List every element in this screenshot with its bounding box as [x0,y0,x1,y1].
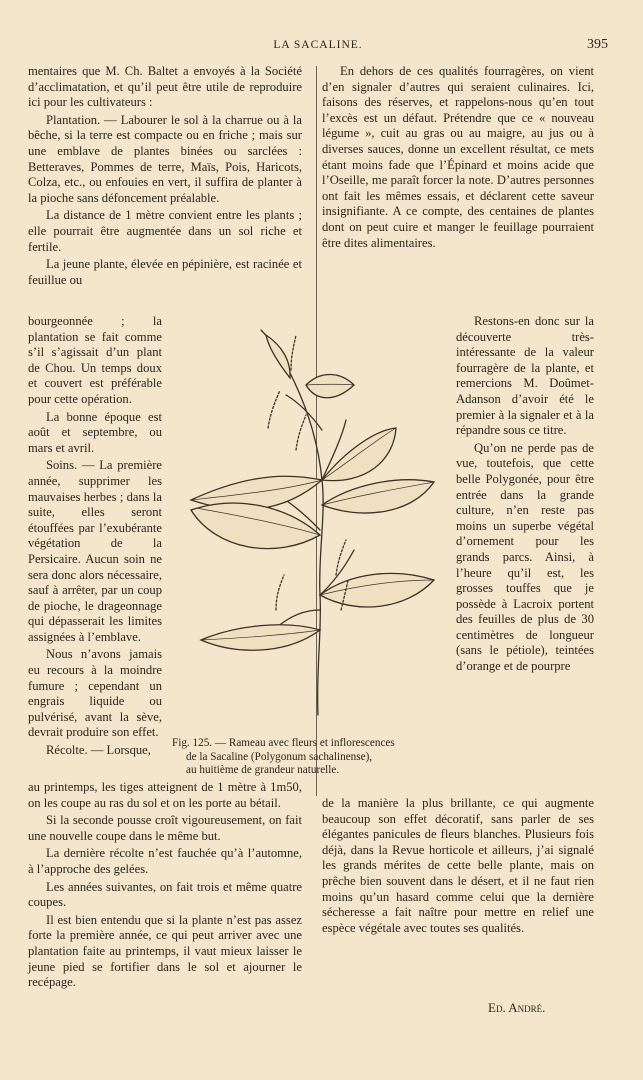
paragraph: Les années suivantes, on fait trois et même quatre coupes. [28,879,302,910]
paragraph: de la manière la plus brillante, ce qui augmente beaucoup son effet décoratif, sans parler de ses élégantes panicules de fleurs blanches. Plusieurs fois déjà, dans la Revue horticole et ailleurs, j’ai signalé les grands mérites de cette belle plante, mais on prêche bien souvent dans le désert, et il ne faut rien moins qu’un hasard comme celui que la dernière sécheresse a fait naître pour mettre en relief une espèce végétale avec toutes ses qualités. [322,796,594,935]
left-column-bottom [28,780,302,991]
polygonum-branch-drawing [176,310,452,735]
caption-line: de la Sacaline (Polygonum sachalinense), [186,750,373,763]
paragraph: Qu’on ne perde pas de vue, toutefois, que cette belle Polygonée, pour être entrée dans la grande culture, n’en reste pas moins un superbe végétal d’ornement pour les grands parcs. Ainsi, à l’heure qu’il est, les grosses touffes que je possède à Lacroix portent des feuilles de plus de 30 centimètres de longueur (sans le pétiole), teintées d’orange et de pourpre [456,440,594,674]
page-number: 395 [587,37,608,52]
left-column-middle [28,314,162,759]
paragraph: La jeune plante, élevée en pépinière, est racinée et feuillue ou [28,257,302,287]
paragraph: bourgeonnée ; la plantation se fait comme s’il s’agissait d’un plant de Chou. Un temps doux et couvert est préférable pour cette opération. [28,314,162,406]
right-column-top [322,64,594,251]
plant-illustration [176,310,452,735]
paragraph-soins: Soins. — La première année, supprimer les mauvaises herbes ; dans la suite, elles seront étouffées par l’exubérante végétation de la Persicaire. Aucun soin ne sera donc alors nécessaire, sauf à arrêter, par un coup de pioche, le drageonnage qui dépasserait les limites assignées à l’emblave. [28,458,162,644]
paragraph-plantation: Plantation. — Labourer le sol à la charrue ou à la bêche, si la terre est compacte ou en friche ; mais sur une emblave de plantes binées ou sarclées : Betteraves, Pommes de terre, Maïs, Pois, Haricots, Colza, etc., ou enfouies en vert, il suffira de planter à la pioche sans défoncement préalable. [28,112,302,205]
running-title: LA SACALINE. [273,39,363,51]
paragraph: mentaires que M. Ch. Baltet a envoyés à la Société d’acclimatation, et qu’il peut être utile de reproduire ici pour les cultivateurs : [28,64,302,110]
figure-caption [172,737,452,778]
paragraph: Nous n’avons jamais eu recours à la moindre fumure ; cependant un engrais liquide ou pulvérisé, avant la sève, devrait produire son effet. [28,647,162,740]
paragraph: Si la seconde pousse croît vigoureusement, on fait une nouvelle coupe dans le même but. [28,813,302,843]
left-column-top [28,64,302,288]
right-column-bottom [322,796,594,936]
caption-line: au huitième de grandeur naturelle. [186,764,340,777]
paragraph: Restons-en donc sur la découverte très-intéressante de la valeur fourragère de la plante, et remercions M. Doûmet-Adanson d’avoir été le premier à la signaler et à la répandre sous ce titre. [456,314,594,438]
right-column-middle [456,314,594,675]
caption-line: Fig. 125. — Rameau avec fleurs et inflorescences [172,737,395,749]
paragraph: La distance de 1 mètre convient entre les plants ; elle pourrait être augmentée dans un sol riche et fertile. [28,208,302,254]
author-signature: Ed. André. [488,1000,546,1015]
paragraph: La dernière récolte n’est fauchée qu’à l’automne, à l’approche des gelées. [28,846,302,876]
paragraph: au printemps, les tiges atteignent de 1 mètre à 1m50, on les coupe au ras du sol et on les porte au bétail. [28,780,302,810]
page-header [28,39,608,57]
paragraph: Il est bien entendu que si la plante n’est pas assez forte la première année, ce qui peut arriver avec une plantation faite au printemps, il vaut mieux laisser le jeune pied se fortifier dans le sol et ajourner le recépage. [28,912,302,990]
paragraph-recolte: Récolte. — Lorsque, [46,743,151,758]
paragraph: En dehors de ces qualités fourragères, on vient d’en signaler d’autres qui seraient culinaires. Ici, faisons des réserves, et rappelons-nous qu’en tout l’excès est un défaut. Prétendre que ce « nouveau légume », cuit au gras ou au maigre, au jus ou à diverses sauces, donne un excellent résultat, ce mets étant moins fade que l’Épinard et moins acide que l’Oseille, me paraît forcer la note. D’autres personnes ont fait les mêmes essais, et déclarent cette saveur insignifiante. A ce compte, des centaines de plantes dont on peut cuire et manger le feuillage pourraient être dites alimentaires. [322,64,594,250]
paragraph: La bonne époque est août et septembre, ou mars et avril. [28,409,162,455]
